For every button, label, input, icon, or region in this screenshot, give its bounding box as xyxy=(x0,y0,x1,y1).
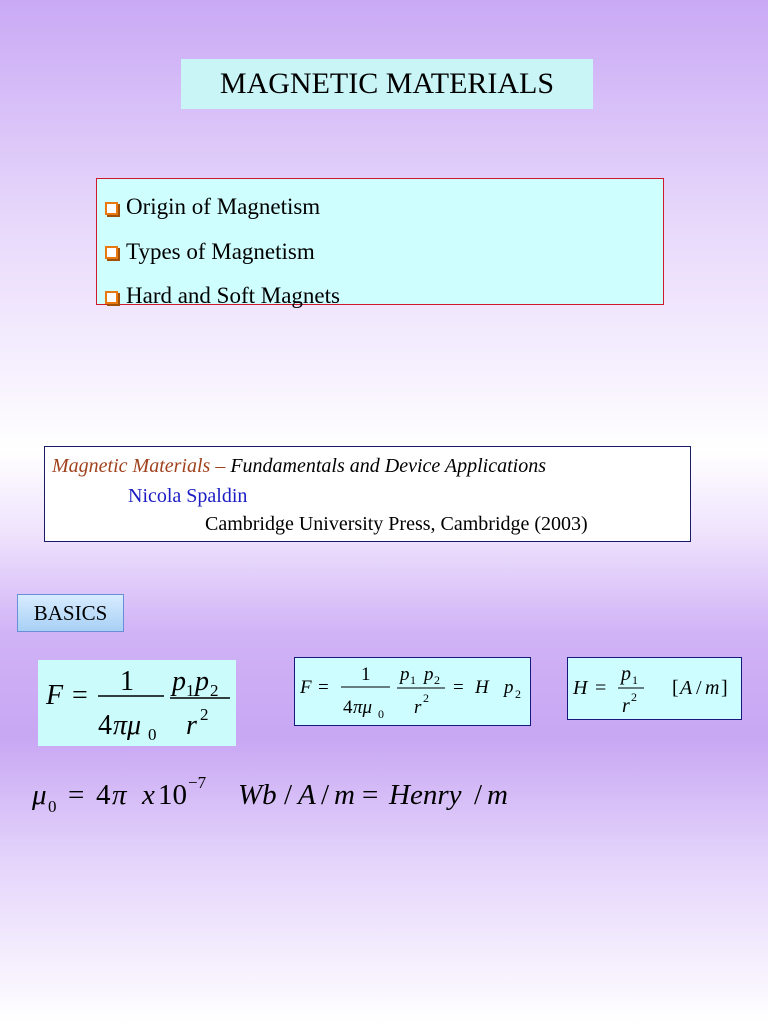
basics-label xyxy=(17,594,124,632)
svg-text:1: 1 xyxy=(410,673,416,687)
svg-text:/: / xyxy=(284,779,293,811)
square-bullet-icon xyxy=(105,246,118,259)
svg-text:x: x xyxy=(142,779,155,811)
svg-text:=: = xyxy=(362,779,379,811)
svg-text:H: H xyxy=(475,677,489,698)
svg-text:μ: μ xyxy=(32,779,47,811)
svg-text:1: 1 xyxy=(186,681,195,700)
title-dash: – xyxy=(210,455,231,477)
book-subtitle: Fundamentals and Device Applications xyxy=(230,455,546,477)
slide-title-text: MAGNETIC MATERIALS xyxy=(219,67,555,100)
svg-text:/: / xyxy=(696,677,702,699)
book-title: Magnetic Materials xyxy=(52,455,211,477)
svg-text:r: r xyxy=(414,697,422,718)
svg-text:2: 2 xyxy=(210,681,219,700)
svg-text:H: H xyxy=(573,677,588,699)
svg-text:1: 1 xyxy=(632,673,638,687)
svg-text:4: 4 xyxy=(98,710,112,741)
svg-text:F: F xyxy=(300,677,312,698)
svg-text:πμ: πμ xyxy=(353,697,373,718)
svg-text:πμ: πμ xyxy=(113,710,142,741)
basics-label-text: BASICS xyxy=(33,600,108,625)
svg-text:/: / xyxy=(321,779,330,811)
svg-text:=: = xyxy=(453,677,464,698)
reference-title-line xyxy=(52,455,546,478)
svg-text:m: m xyxy=(487,779,508,811)
book-publisher: Cambridge University Press, Cambridge (2003) xyxy=(205,513,588,535)
svg-text:2: 2 xyxy=(515,687,521,701)
svg-text:A: A xyxy=(680,677,693,699)
svg-text:=: = xyxy=(318,677,329,698)
svg-text:0: 0 xyxy=(148,725,157,744)
svg-text:]: ] xyxy=(721,677,728,699)
svg-text:p: p xyxy=(504,677,514,698)
svg-text:4: 4 xyxy=(96,779,111,811)
svg-text:m: m xyxy=(334,779,355,811)
force-equation-large xyxy=(38,660,236,746)
svg-text:A: A xyxy=(298,779,316,811)
topic-item xyxy=(105,230,663,275)
topics-box xyxy=(96,178,664,309)
force-field-equation xyxy=(294,657,531,726)
svg-text:p: p xyxy=(195,666,209,697)
svg-text:r: r xyxy=(186,710,197,741)
svg-text:2: 2 xyxy=(423,691,429,705)
svg-text:p: p xyxy=(424,664,434,685)
svg-text:F: F xyxy=(46,680,64,711)
topic-item xyxy=(105,185,663,230)
svg-text:0: 0 xyxy=(378,707,384,721)
svg-text:p: p xyxy=(400,664,410,685)
svg-text:1: 1 xyxy=(361,664,371,685)
svg-text:Henry: Henry xyxy=(389,779,462,811)
field-equation xyxy=(567,657,742,720)
svg-text:Wb: Wb xyxy=(238,779,277,811)
svg-text:0: 0 xyxy=(48,797,57,816)
svg-text:1: 1 xyxy=(120,666,134,697)
svg-text:=: = xyxy=(72,680,88,711)
svg-text:−7: −7 xyxy=(188,773,207,792)
reference-box xyxy=(44,446,691,542)
svg-text:/: / xyxy=(474,779,483,811)
svg-text:4: 4 xyxy=(343,697,353,718)
topic-label: Origin of Magnetism xyxy=(126,194,321,220)
square-bullet-icon xyxy=(105,202,118,215)
svg-text:[: [ xyxy=(672,677,679,699)
svg-text:2: 2 xyxy=(200,705,209,724)
svg-text:10: 10 xyxy=(158,779,187,811)
svg-text:2: 2 xyxy=(434,673,440,687)
svg-text:r: r xyxy=(622,695,630,717)
topic-item xyxy=(105,274,663,319)
book-author: Nicola Spaldin xyxy=(128,485,248,507)
svg-text:p: p xyxy=(172,666,186,697)
square-bullet-icon xyxy=(105,291,118,304)
topic-label: Hard and Soft Magnets xyxy=(126,283,340,309)
svg-text:p: p xyxy=(621,663,631,685)
slide-title xyxy=(181,59,593,109)
svg-text:π: π xyxy=(112,779,127,811)
svg-text:m: m xyxy=(705,677,720,699)
svg-text:=: = xyxy=(68,779,85,811)
topic-label: Types of Magnetism xyxy=(126,238,315,264)
svg-text:2: 2 xyxy=(631,690,637,704)
svg-text:=: = xyxy=(595,677,607,699)
permeability-equation xyxy=(28,772,528,822)
